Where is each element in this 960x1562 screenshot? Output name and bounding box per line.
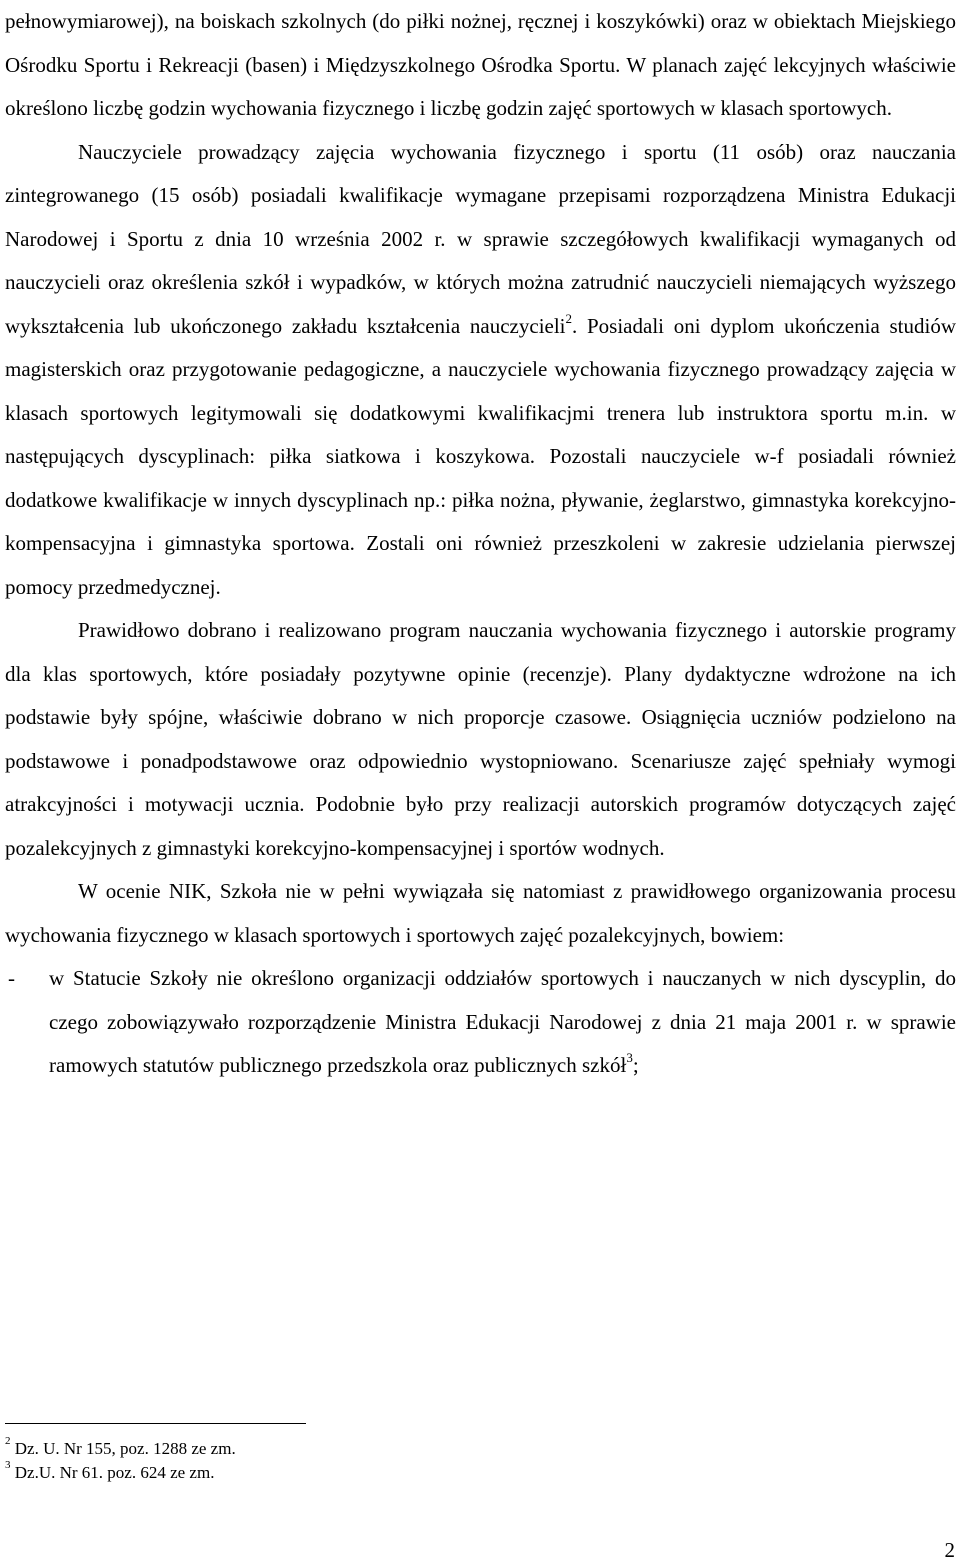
paragraph-text: . Posiadali oni dyplom ukończenia studiów magisterskich oraz przygotowanie pedagogiczne, a nauczyciele wychowania fizycznego prowadzący zajęcia w klasach sportowych legitymowali się dodatkowymi kwalifikacjmi trenera lub instruktora sportu m.in. w następujących dyscyplinach: piłka siatkowa i koszykowa. Pozostali nauczyciele w-f posiadali również dodatkowe kwalifikacje w innych dyscyplinach np.: piłka nożna, pływanie, żeglarstwo, gimnastyka korekcyjno-kompensacyjna i gimnastyka sportowa. Zostali oni również przeszkoleni w zakresie udzielania pierwszej pomocy przedmedycznej.: [5, 313, 956, 599]
paragraph-text: Nauczyciele prowadzący zajęcia wychowania fizycznego i sportu (11 osób) oraz nauczania zintegrowanego (15 osób) posiadali kwalifikacje wymagane przepisami rozporządzena Ministra Edukacji Narodowej i Sportu z dnia 10 września 2002 r. w sprawie szczegółowych kwalifikacji wymaganych od nauczycieli oraz określenia szkół i wypadków, w których można zatrudnić nauczycieli niemających wyższego wykształcenia lub ukończonego zakładu kształcenia nauczycieli: [5, 139, 956, 338]
footnote-text: Dz. U. Nr 155, poz. 1288 ze zm.: [10, 1439, 236, 1458]
footnote-item: [5, 1437, 905, 1461]
list-bullet-dash: -: [8, 966, 15, 990]
paragraph-curriculum: Prawidłowo dobrano i realizowano program nauczania wychowania fizycznego i autorskie programy dla klas sportowych, które posiadały pozytywne opinie (recenzje). Plany dydaktyczne wdrożone na ich podstawie były spójne, właściwie dobrano w nich proporcje czasowe. Osiągnięcia uczniów podzielono na podstawowe i ponadpodstawowe oraz odpowiednio wystopniowano. Scenariusze zajęć spełniały wymogi atrakcyjności i motywacji ucznia. Podobnie było przy realizacji autorskich programów dotyczących zajęć pozalekcyjnych z gimnastyki korekcyjno-kompensacyjnej i sportów wodnych.: [5, 618, 956, 860]
list-item-text-part: w Statucie Szkoły nie określono organizacji oddziałów sportowych i nauczanych w nich dyscyplin, do czego zobowiązywało rozporządzenie Ministra Edukacji Narodowej z dnia 21 maja 2001 r. w sprawie ramowych statutów publicznego przedszkola oraz publicznych szkół: [49, 966, 956, 1077]
list-item-text-part: ;: [632, 1053, 639, 1077]
footnote-reference: 3: [626, 1050, 633, 1065]
paragraph-teacher-qualifications: [5, 131, 956, 610]
footnote-item: [5, 1461, 905, 1485]
paragraph-continuation: pełnowymiarowej), na boiskach szkolnych (do piłki nożnej, ręcznej i koszykówki) oraz w obiektach Miejskiego Ośrodku Sportu i Rekreacji (basen) i Międzyszkolnego Ośrodka Sportu. W planach zajęć lekcyjnych właściwie określono liczbę godzin wychowania fizycznego i liczbę godzin zajęć sportowych w klasach sportowych.: [5, 9, 956, 120]
footnote-reference: 2: [565, 310, 573, 326]
footnotes: [5, 1437, 905, 1485]
footnote-number: 3: [5, 1459, 11, 1472]
footnote-text: Dz.U. Nr 61. poz. 624 ze zm.: [10, 1463, 215, 1482]
document-body: [5, 0, 956, 1088]
list-item: [5, 957, 956, 1088]
footnote-separator: [5, 1423, 306, 1424]
footnote-number: 2: [5, 1435, 11, 1448]
paragraph-nik-assessment: W ocenie NIK, Szkoła nie w pełni wywiązała się natomiast z prawidłowego organizowania procesu wychowania fizycznego w klasach sportowych i sportowych zajęć pozalekcyjnych, bowiem:: [5, 879, 956, 947]
list-item-text: [49, 957, 956, 1088]
page-number: 2: [944, 1538, 955, 1562]
